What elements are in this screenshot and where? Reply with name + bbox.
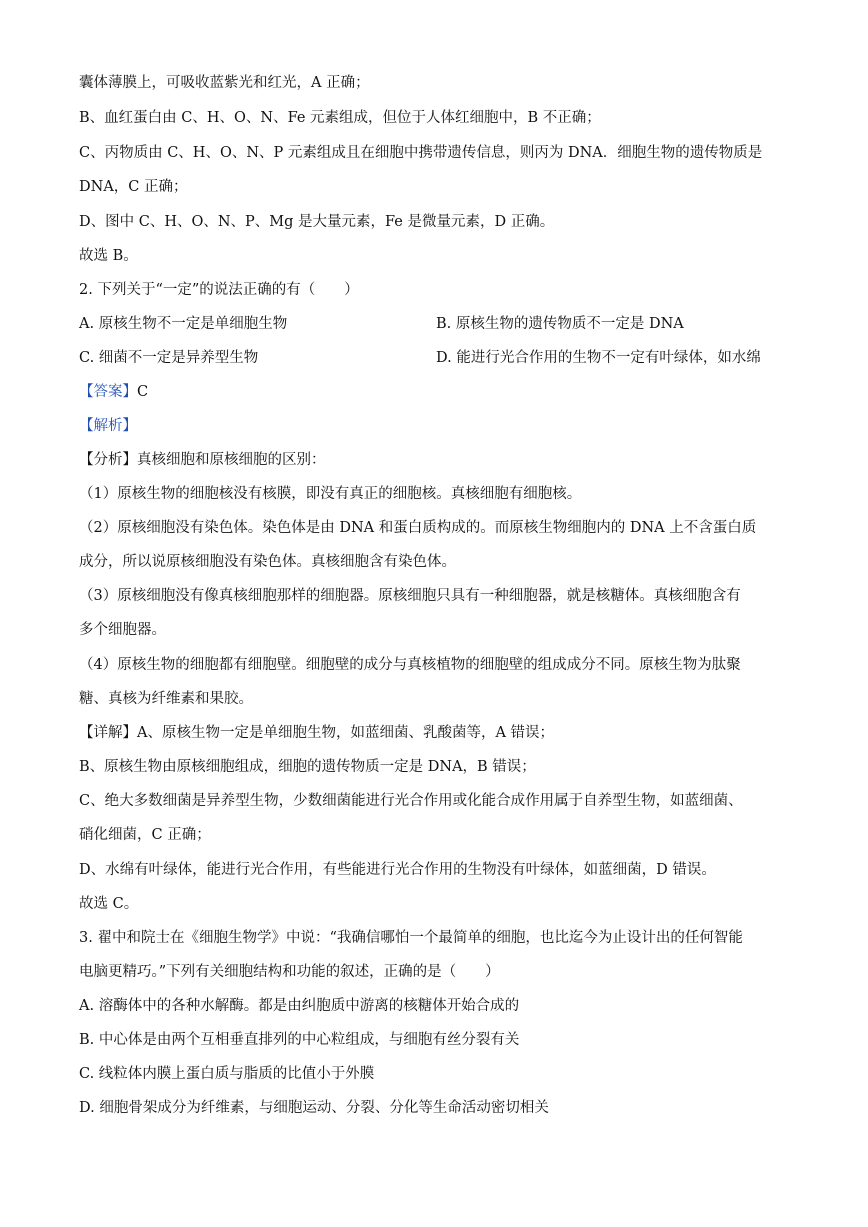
answer-value: C [137, 384, 149, 400]
detail-d: D、水绵有叶绿体，能进行光合作用，有些能进行光合作用的生物没有叶绿体，如蓝细菌，D 错误。 [79, 862, 716, 878]
q2-option-a: A. 原核生物不一定是单细胞生物 [79, 316, 288, 332]
q3-option-b: B. 中心体是由两个互相垂直排列的中心粒组成，与细胞有丝分裂有关 [79, 1032, 520, 1048]
fenxi-point-1: （1）原核生物的细胞核没有核膜，即没有真正的细胞核。真核细胞有细胞核。 [79, 486, 582, 502]
q2-answer-row [79, 382, 148, 402]
prev-line-3: C、丙物质由 C、H、O、N、P 元素组成且在细胞中携带遗传信息，则丙为 DNA．细胞生物的遗传物质是 [79, 145, 763, 161]
detail-c-1: C、绝大多数细菌是异养型生物，少数细菌能进行光合作用或化能合成作用属于自养型生物，如蓝细菌、 [79, 793, 743, 809]
prev-line-5: D、图中 C、H、O、N、P、Mg 是大量元素，Fe 是微量元素，D 正确。 [79, 214, 555, 230]
q2-fenxi-row [79, 450, 326, 470]
q2-option-d: D. 能进行光合作用的生物不一定有叶绿体，如水绵 [436, 350, 761, 366]
prev-line-2: B、血红蛋白由 C、H、O、N、Fe 元素组成，但位于人体红细胞中，B 不正确； [79, 110, 601, 126]
prev-conclusion: 故选 B。 [79, 248, 138, 264]
detail-a: A、原核生物一定是单细胞生物，如蓝细菌、乳酸菌等，A 错误； [137, 725, 555, 741]
q2-stem: 2. 下列关于“一定”的说法正确的有（ ） [79, 282, 359, 298]
detail-b: B、原核生物由原核细胞组成，细胞的遗传物质一定是 DNA，B 错误； [79, 759, 536, 775]
q3-option-d: D. 细胞骨架成分为纤维素，与细胞运动、分裂、分化等生命活动密切相关 [79, 1100, 549, 1116]
fenxi-point-4b: 糖、真核为纤维素和果胶。 [79, 691, 253, 707]
detail-c-2: 硝化细菌，C 正确； [79, 827, 211, 843]
q2-jiexi-row [79, 416, 137, 436]
fenxi-text: 真核细胞和原核细胞的区别： [137, 452, 326, 468]
answer-tag: 【答案】 [79, 384, 137, 400]
fenxi-point-2a: （2）原核细胞没有染色体。染色体是由 DNA 和蛋白质构成的。而原核生物细胞内的 DNA 上不含蛋白质 [79, 520, 757, 536]
q3-option-c: C. 线粒体内膜上蛋白质与脂质的比值小于外膜 [79, 1066, 375, 1082]
xiangjie-row [79, 723, 554, 743]
fenxi-tag: 【分析】 [79, 452, 137, 468]
xiangjie-tag: 【详解】 [79, 725, 137, 741]
q2-option-c: C. 细菌不一定是异养型生物 [79, 350, 259, 366]
fenxi-point-4a: （4）原核生物的细胞都有细胞壁。细胞壁的成分与真核植物的细胞壁的组成成分不同。原核生物为肽聚 [79, 657, 741, 673]
fenxi-point-3a: （3）原核细胞没有像真核细胞那样的细胞器。原核细胞只具有一种细胞器，就是核糖体。真核细胞含有 [79, 588, 741, 604]
q2-option-b: B. 原核生物的遗传物质不一定是 DNA [436, 316, 684, 332]
prev-line-1: 囊体薄膜上，可吸收蓝紫光和红光，A 正确； [79, 75, 370, 91]
prev-line-4: DNA，C 正确； [79, 179, 188, 195]
jiexi-tag: 【解析】 [79, 418, 137, 434]
q3-stem-1: 3. 翟中和院士在《细胞生物学》中说：“我确信哪怕一个最简单的细胞，也比迄今为止设计出的任何智能 [79, 930, 743, 946]
q2-conclusion: 故选 C。 [79, 896, 139, 912]
fenxi-point-3b: 多个细胞器。 [79, 622, 166, 638]
q3-stem-2: 电脑更精巧。”下列有关细胞结构和功能的叙述，正确的是（ ） [79, 964, 500, 980]
fenxi-point-2b: 成分，所以说原核细胞没有染色体。真核细胞含有染色体。 [79, 554, 456, 570]
q3-option-a: A. 溶酶体中的各种水解酶。都是由纠胞质中游离的核糖体开始合成的 [79, 998, 520, 1014]
